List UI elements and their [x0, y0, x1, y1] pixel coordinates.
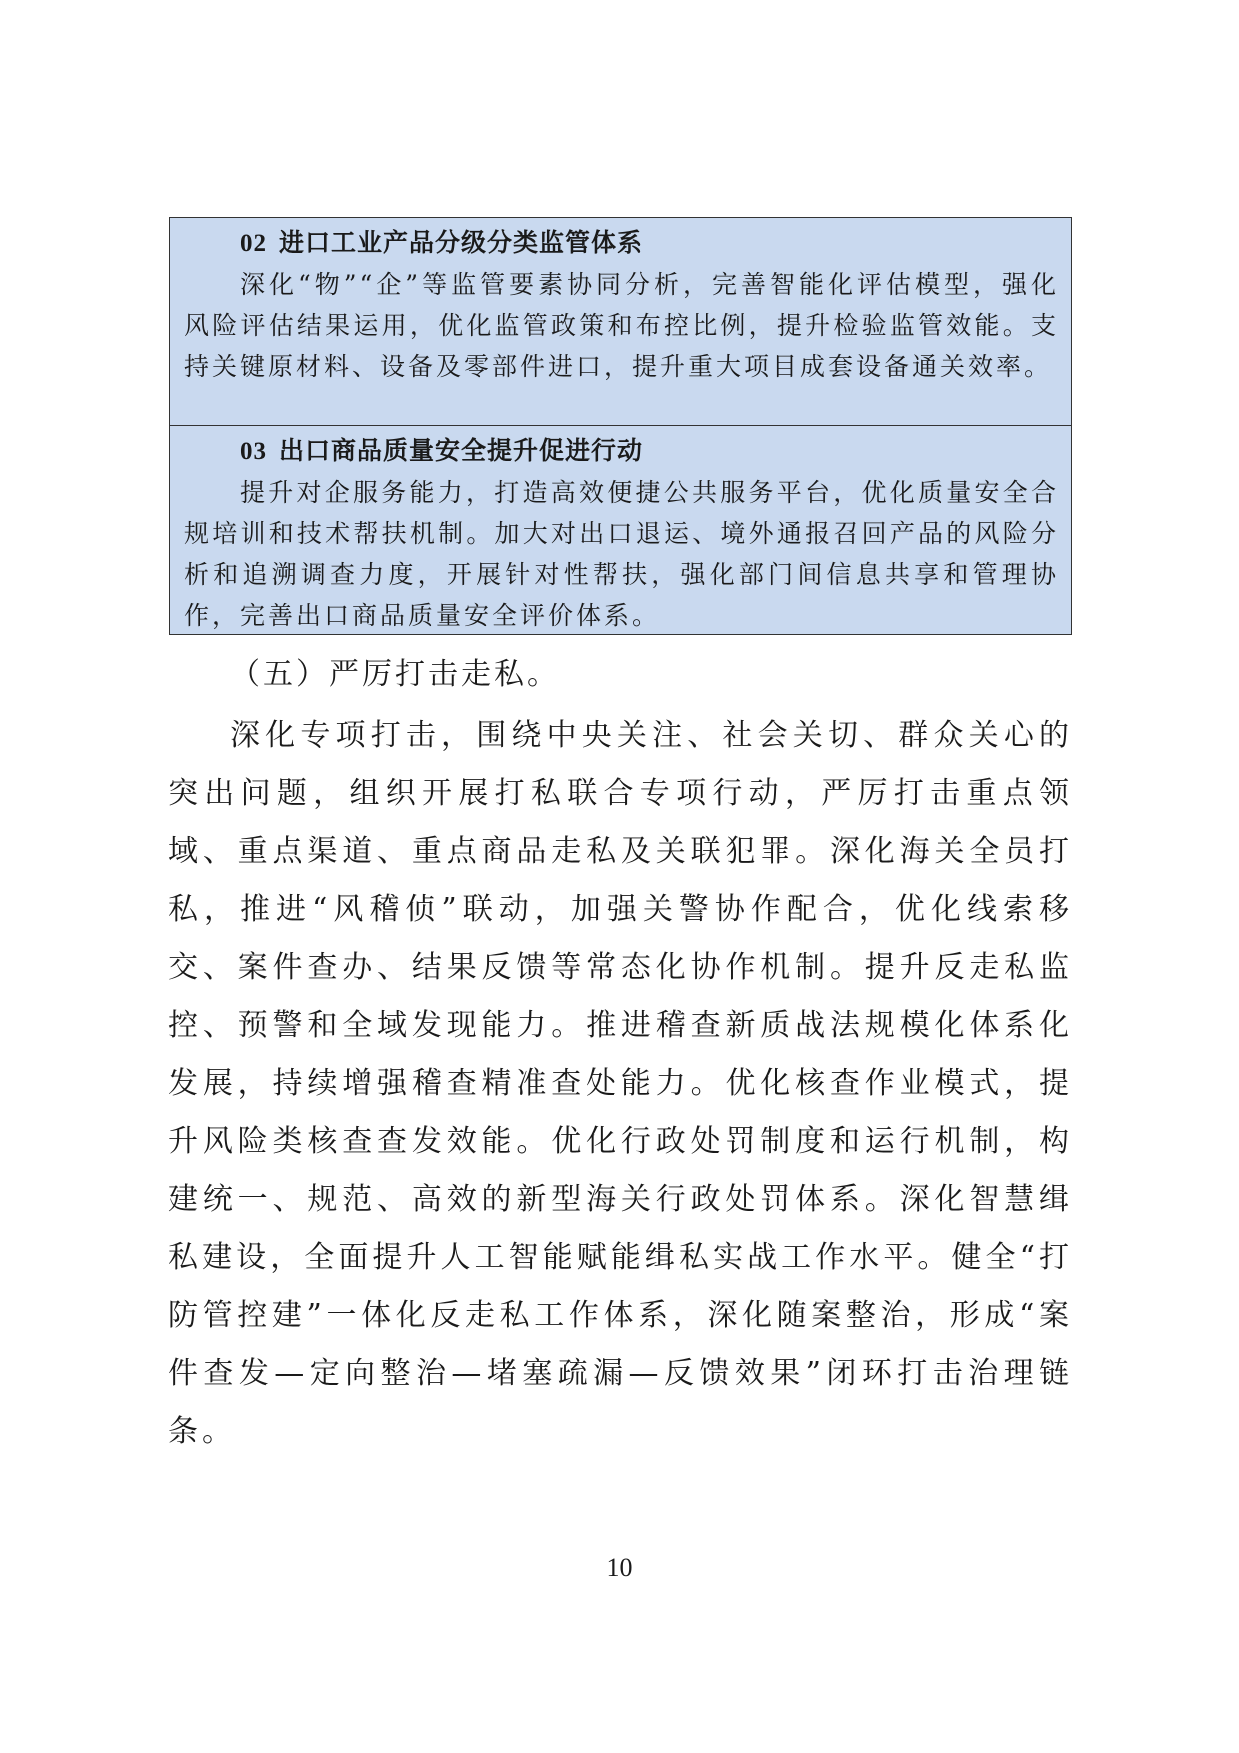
box-number: 03: [240, 438, 267, 465]
box-title: [184, 222, 1059, 264]
box-title: [184, 430, 1059, 472]
box-title-text: 出口商品质量安全提升促进行动: [279, 436, 644, 465]
info-box-import-supervision: [169, 217, 1072, 426]
box-title-text: 进口工业产品分级分类监管体系: [279, 228, 644, 257]
box-body-text: 深化“物”“企”等监管要素协同分析，完善智能化评估模型，强化风险评估结果运用，优化监管政策和布控比例，提升检验监管效能。支持关键原材料、设备及零部件进口，提升重大项目成套设备通关效率。: [184, 270, 1059, 381]
info-box-export-quality: [169, 425, 1072, 635]
box-number: 02: [240, 230, 267, 257]
section-heading: （五）严厉打击走私。: [230, 657, 560, 692]
box-body-text: 提升对企服务能力，打造高效便捷公共服务平台，优化质量安全合规培训和技术帮扶机制。加大对出口退运、境外通报召回产品的风险分析和追溯调查力度，开展针对性帮扶，强化部门间信息共享和管理协作，完善出口商品质量安全评价体系。: [184, 478, 1059, 630]
section-body-paragraph: 深化专项打击，围绕中央关注、社会关切、群众关心的突出问题，组织开展打私联合专项行动，严厉打击重点领域、重点渠道、重点商品走私及关联犯罪。深化海关全员打私，推进“风稽侦”联动，加强关警协作配合，优化线索移交、案件查办、结果反馈等常态化协作机制。提升反走私监控、预警和全域发现能力。推进稽查新质战法规模化体系化发展，持续增强稽查精准查处能力。优化核查作业模式，提升风险类核查查发效能。优化行政处罚制度和运行机制，构建统一、规范、高效的新型海关行政处罚体系。深化智慧缉私建设，全面提升人工智能赋能缉私实战工作水平。健全“打防管控建”一体化反走私工作体系，深化随案整治，形成“案件查发—定向整治—堵塞疏漏—反馈效果”闭环打击治理链条。: [168, 718, 1073, 1449]
page-number: 10: [606, 1553, 633, 1582]
